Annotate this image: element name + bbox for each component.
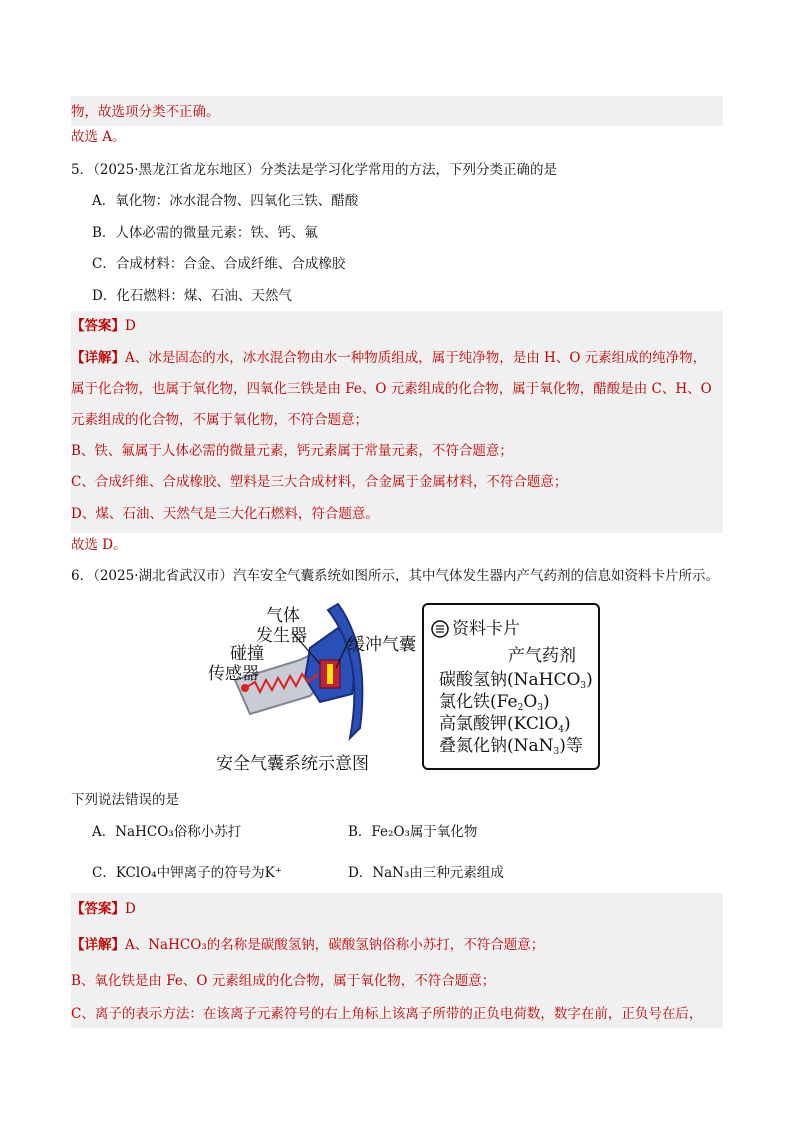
q6-detail-line-3: C、离子的表示方法：在该离子元素符号的右上角标上该离子所带的正负电荷数，数字在前，正负号在后，	[71, 1006, 703, 1022]
q5-stem: 5．（2025·黑龙江省龙东地区）分类法是学习化学常用的方法，下列分类正确的是	[71, 162, 557, 178]
q6-option-b: B．Fe₂O₃属于氧化物	[348, 824, 478, 840]
card-title: 资料卡片	[452, 619, 520, 639]
label-sensor-1: 碰撞	[230, 644, 264, 664]
q5-option-a: A．氧化物：冰水混合物、四氧化三铁、醋酸	[92, 193, 359, 209]
q6-option-c: C．KClO₄中钾离子的符号为K⁺	[92, 865, 282, 881]
label-buffer-airbag: 缓冲气囊	[348, 635, 416, 655]
detail-tag: 【详解】	[71, 937, 125, 953]
q6-option-d: D．NaN₃由三种元素组成	[348, 865, 504, 881]
card-item-nahco3: 碳酸氢钠(NaHCO$_3$)	[439, 670, 593, 691]
cartridge-core	[327, 664, 333, 684]
q6-detail-line-1	[71, 935, 544, 955]
q6-answer-line	[71, 899, 136, 919]
q5-detail-line-5: C、合成纤维、合成橡胶、塑料是三大合成材料，合金属于金属材料，不符合题意；	[71, 474, 568, 490]
q5-detail-line-2: 属于化合物，也属于氧化物，四氧化三铁是由 Fe、O 元素组成的化合物，属于氧化物，醋酸是由 C、H、O	[71, 381, 712, 397]
figure-caption: 安全气囊系统示意图	[216, 754, 369, 774]
q6-detail-line-2: B、氧化铁是由 Fe、O 元素组成的化合物，属于氧化物，不符合题意；	[71, 973, 496, 989]
detail-text: A、冰是固态的水，冰水混合物由水一种物质组成，属于纯净物，是由 H、O 元素组成的纯净物，	[125, 350, 707, 366]
q6-question: 下列说法错误的是	[71, 792, 179, 808]
card-item-kclo4: 高氯酸钾(KClO$_4$)	[439, 714, 571, 735]
q5-detail-line-1	[71, 348, 706, 368]
q6-stem: 6．（2025·湖北省武汉市）汽车安全气囊系统如图所示，其中气体发生器内产气药剂的信息如资料卡片所示。	[71, 568, 719, 584]
answer-value: D	[125, 901, 136, 917]
q5-option-c: C．合成材料：合金、合成纤维、合成橡胶	[92, 256, 346, 272]
q4-answer: 故选 A。	[71, 129, 126, 145]
q6-option-a: A．NaHCO₃俗称小苏打	[92, 824, 242, 840]
q5-conclusion: 故选 D。	[71, 537, 127, 553]
label-generator-2: 发生器	[256, 626, 307, 646]
sensor-dot	[241, 684, 249, 692]
q5-detail-line-3: 元素组成的化合物，不属于氧化物，不符合题意；	[71, 412, 368, 428]
airbag-figure	[200, 598, 604, 780]
q5-detail-line-4: B、铁、氟属于人体必需的微量元素，钙元素属于常量元素，不符合题意；	[71, 443, 513, 459]
detail-tag: 【详解】	[71, 350, 125, 366]
q5-option-b: B．人体必需的微量元素：铁、钙、氟	[92, 225, 318, 241]
answer-tag: 【答案】	[71, 901, 125, 917]
label-sensor-2: 传感器	[208, 664, 259, 684]
card-item-nan3: 叠氮化钠(NaN$_3$)等	[439, 736, 583, 757]
q5-detail-line-6: D、煤、石油、天然气是三大化石燃料，符合题意。	[71, 506, 379, 522]
answer-value: D	[125, 318, 136, 334]
card-item-fe2o3: 氯化铁$(Fe_2O_3)$	[439, 692, 550, 713]
card-subtitle: 产气药剂	[508, 646, 576, 666]
q4-tail-text: 物，故选项分类不正确。	[71, 104, 220, 120]
q5-answer-line	[71, 316, 136, 336]
detail-text: A、NaHCO₃的名称是碳酸氢钠，碳酸氢钠俗称小苏打，不符合题意；	[125, 937, 545, 953]
answer-tag: 【答案】	[71, 318, 125, 334]
q5-option-d: D．化石燃料：煤、石油、天然气	[92, 288, 292, 304]
label-generator-1: 气体	[266, 606, 300, 626]
